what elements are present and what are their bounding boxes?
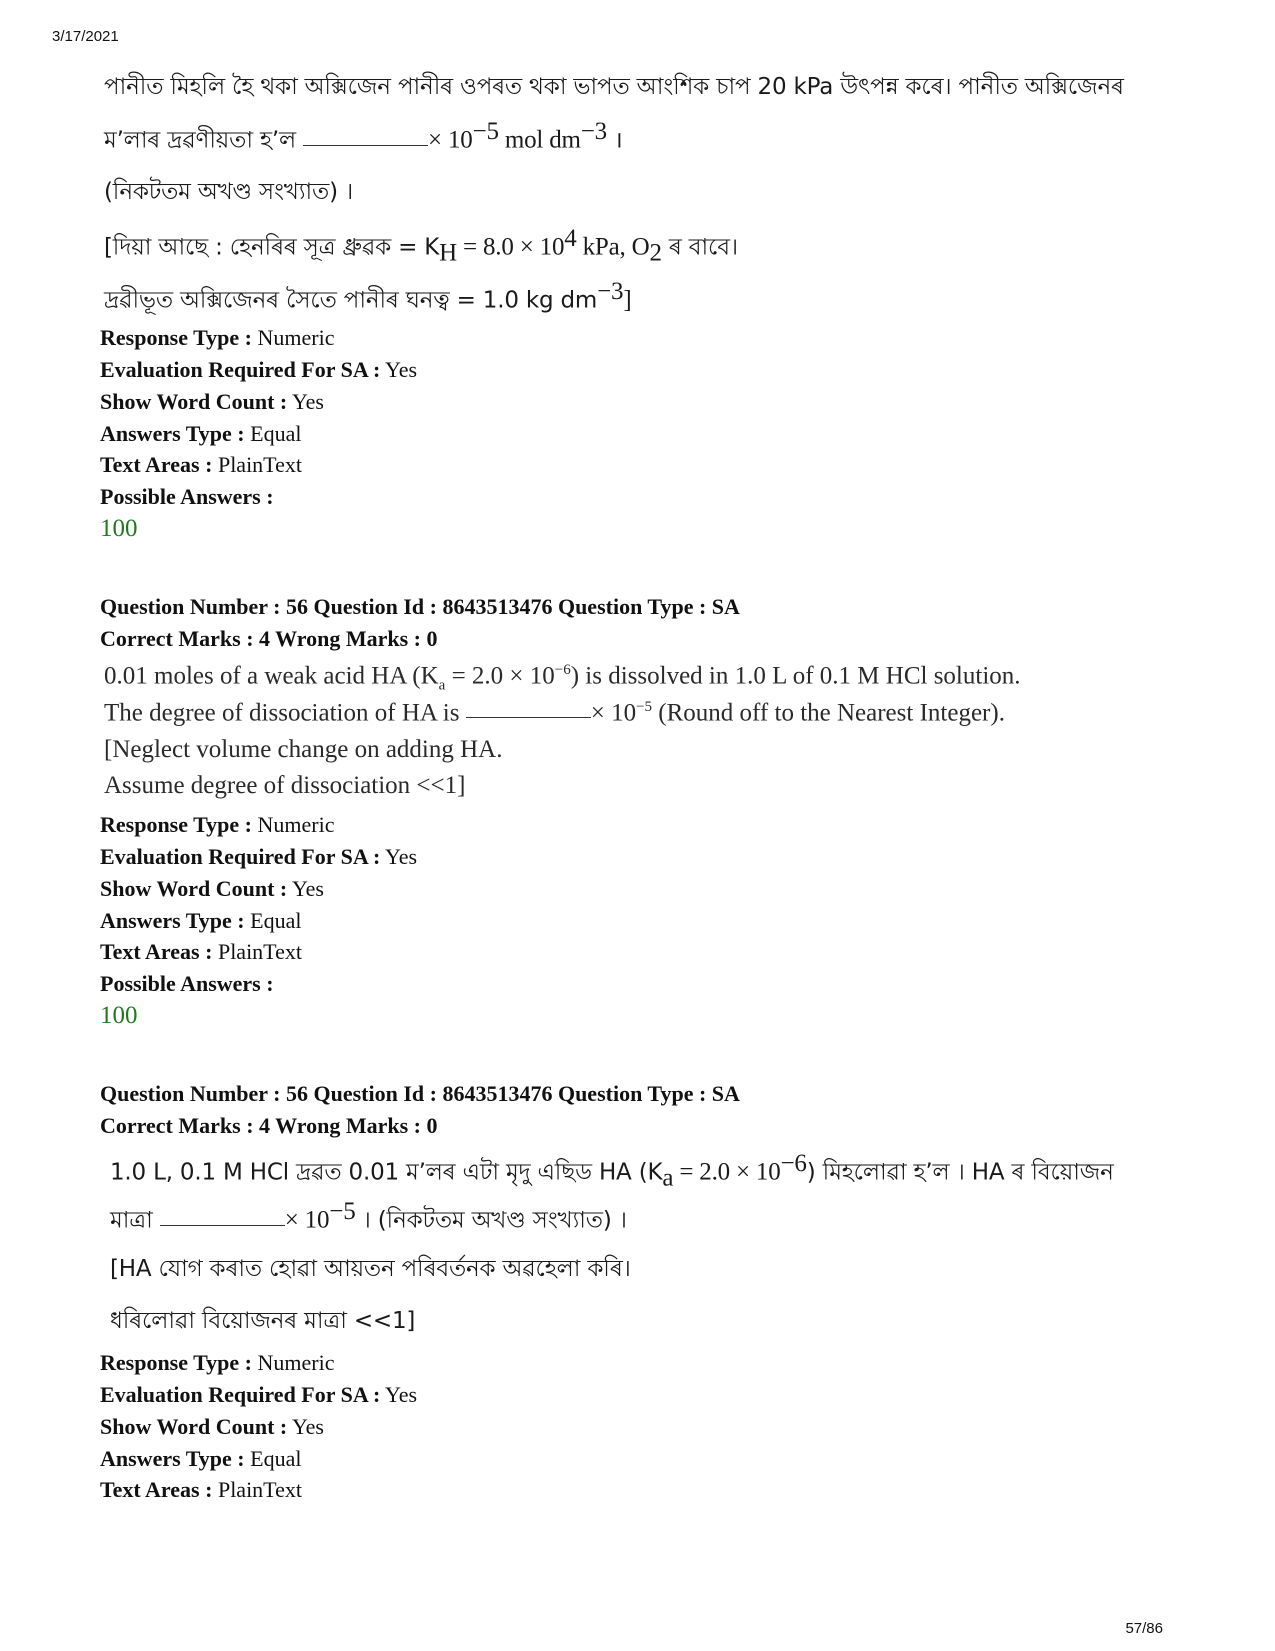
meta-response-type: [100, 1350, 334, 1376]
meta-response-type: [100, 812, 334, 838]
meta-answers-type: [100, 421, 301, 447]
page-number: 57/86: [1125, 1620, 1163, 1637]
math-text: ]: [623, 286, 632, 314]
math-text: × 10: [590, 699, 637, 727]
question-line: [104, 772, 465, 800]
possible-answer-value: 100: [100, 515, 138, 542]
meta-value: PlainText: [217, 1477, 302, 1502]
question-text: 0.01 moles of a weak acid HA (K: [104, 662, 439, 690]
meta-value: Equal: [250, 908, 302, 933]
meta-key: Answers Type :: [100, 421, 245, 446]
meta-key: Show Word Count :: [100, 389, 288, 414]
meta-value: Numeric: [257, 1350, 335, 1375]
math-superscript: −3: [580, 118, 607, 145]
math-superscript: −5: [472, 118, 499, 145]
meta-answers-type: [100, 908, 301, 934]
math-text: × 10: [284, 1206, 330, 1234]
question-line: [110, 1198, 627, 1241]
header-date: 3/17/2021: [52, 28, 119, 45]
meta-evaluation-required: [100, 357, 417, 383]
question-header-number: Question Number : 56 Question Id : 8643513476 Question Type : SA: [100, 1081, 740, 1106]
question-line: [110, 1150, 1114, 1193]
math-superscript: −5: [636, 699, 653, 715]
meta-key: Answers Type :: [100, 908, 245, 933]
meta-show-word-count: [100, 1414, 324, 1440]
meta-value: Yes: [385, 1382, 418, 1407]
meta-key: Show Word Count :: [100, 1414, 288, 1439]
meta-key: Evaluation Required For SA :: [100, 357, 381, 382]
meta-key: Evaluation Required For SA :: [100, 844, 381, 869]
question-line: [104, 736, 503, 764]
meta-key: Text Areas :: [100, 939, 213, 964]
meta-value: Yes: [291, 1414, 324, 1439]
question-line: [110, 1250, 631, 1289]
question-header-marks: Correct Marks : 4 Wrong Marks : 0: [100, 626, 438, 651]
meta-key: Possible Answers :: [100, 484, 274, 509]
meta-evaluation-required: [100, 844, 417, 870]
math-superscript: −6: [554, 662, 571, 678]
question-text: পানীত মিহলি হৈ থকা অক্সিজেন পানীৰ ওপৰত থকা ভাপত আংশিক চাপ 20 kPa উৎপন্ন কৰে। পানীত অক্সিজেনৰ: [104, 74, 1124, 100]
math-superscript: −3: [597, 278, 624, 305]
math-text: mol dm: [498, 126, 581, 154]
answer-blank: [303, 145, 428, 146]
math-subscript: 2: [649, 239, 662, 267]
math-subscript: a: [662, 1164, 674, 1192]
meta-key: Possible Answers :: [100, 971, 274, 996]
math-subscript: H: [439, 239, 457, 267]
answer-blank: [466, 717, 591, 718]
question-image-q56-assamese: [110, 1150, 1170, 1340]
meta-value: Equal: [250, 1446, 302, 1471]
meta-key: Answers Type :: [100, 1446, 245, 1471]
question-line: [104, 699, 1005, 727]
meta-value: Numeric: [257, 812, 335, 837]
question-text: [দিয়া আছে : হেনৰিৰ সূত্ৰ ধ্ৰুৱক = K: [104, 234, 440, 261]
meta-value: Yes: [291, 389, 324, 414]
meta-text-areas: [100, 1477, 302, 1503]
meta-key: Response Type :: [100, 1350, 252, 1375]
question-text: ।: [606, 127, 623, 154]
question-line: [104, 662, 1021, 694]
meta-key: Text Areas :: [100, 1477, 213, 1502]
meta-possible-answers: [100, 484, 274, 510]
meta-show-word-count: [100, 389, 324, 415]
question-text: ) মিহলোৱা হ’ল । HA ৰ বিয়োজন: [806, 1159, 1114, 1186]
math-text: = 8.0 × 10: [457, 233, 565, 261]
meta-value: PlainText: [217, 939, 302, 964]
meta-value: Yes: [385, 844, 418, 869]
question-text: ৰ বাবে।: [661, 234, 738, 261]
question-image-q55-assamese: [104, 68, 1164, 318]
meta-key: Evaluation Required For SA :: [100, 1382, 381, 1407]
question-header-number: Question Number : 56 Question Id : 8643513476 Question Type : SA: [100, 594, 740, 619]
question-line: [104, 118, 623, 161]
question-text: (নিকটতম অখণ্ড সংখ্যাত) ।: [104, 179, 353, 205]
meta-key: Text Areas :: [100, 452, 213, 477]
question-text: ধৰিলোৱা বিয়োজনৰ মাত্ৰা <<1]: [110, 1308, 416, 1334]
meta-response-type: [100, 325, 334, 351]
question-text: মাত্ৰা: [110, 1207, 160, 1234]
question-line: [104, 173, 353, 212]
math-subscript: a: [438, 677, 446, 694]
question-text: [HA যোগ কৰাত হোৱা আয়তন পৰিবৰ্তনক অৱহেলা কৰি।: [110, 1256, 631, 1282]
meta-key: Response Type :: [100, 325, 252, 350]
question-line: [104, 278, 631, 321]
math-superscript: −6: [780, 1150, 807, 1177]
meta-show-word-count: [100, 876, 324, 902]
math-text: kPa, O: [576, 233, 650, 261]
meta-text-areas: [100, 939, 302, 965]
question-text: (Round off to the Nearest Integer).: [652, 699, 1005, 727]
meta-value: Yes: [291, 876, 324, 901]
question-line: [104, 68, 1124, 107]
meta-value: Equal: [250, 421, 302, 446]
meta-value: PlainText: [217, 452, 302, 477]
math-superscript: 4: [564, 225, 577, 252]
meta-value: Numeric: [257, 325, 335, 350]
meta-key: Show Word Count :: [100, 876, 288, 901]
meta-value: Yes: [385, 357, 418, 382]
question-text: ) is dissolved in 1.0 L of 0.1 M HCl solution.: [570, 662, 1021, 690]
question-text: Assume degree of dissociation <<1]: [104, 772, 466, 799]
question-line: [110, 1302, 415, 1341]
question-text: দ্ৰৱীভূত অক্সিজেনৰ সৈতে পানীৰ ঘনত্ব = 1.0 kg dm: [104, 287, 598, 314]
question-text: The degree of dissociation of HA is: [104, 699, 466, 727]
question-header-marks: Correct Marks : 4 Wrong Marks : 0: [100, 1113, 438, 1138]
question-text: [Neglect volume change on adding HA.: [104, 736, 503, 763]
question-text: । (নিকটতম অখণ্ড সংখ্যাত) ।: [355, 1207, 627, 1234]
possible-answer-value: 100: [100, 1002, 138, 1029]
question-text: 1.0 L, 0.1 M HCl দ্ৰৱত 0.01 ম’লৰ এটা মৃদু এছিড HA (K: [110, 1159, 663, 1186]
meta-evaluation-required: [100, 1382, 417, 1408]
meta-answers-type: [100, 1446, 301, 1472]
math-text: = 2.0 × 10: [673, 1158, 781, 1186]
question-line: [104, 225, 738, 268]
math-superscript: −5: [329, 1198, 356, 1225]
math-text: = 2.0 × 10: [445, 662, 555, 690]
meta-text-areas: [100, 452, 302, 478]
question-image-q56-english: [104, 662, 1164, 802]
meta-possible-answers: [100, 971, 274, 997]
meta-key: Response Type :: [100, 812, 252, 837]
question-text: ম’লাৰ দ্ৰৱণীয়তা হ’ল: [104, 127, 296, 154]
answer-blank: [160, 1225, 285, 1226]
math-text: × 10: [428, 126, 473, 154]
